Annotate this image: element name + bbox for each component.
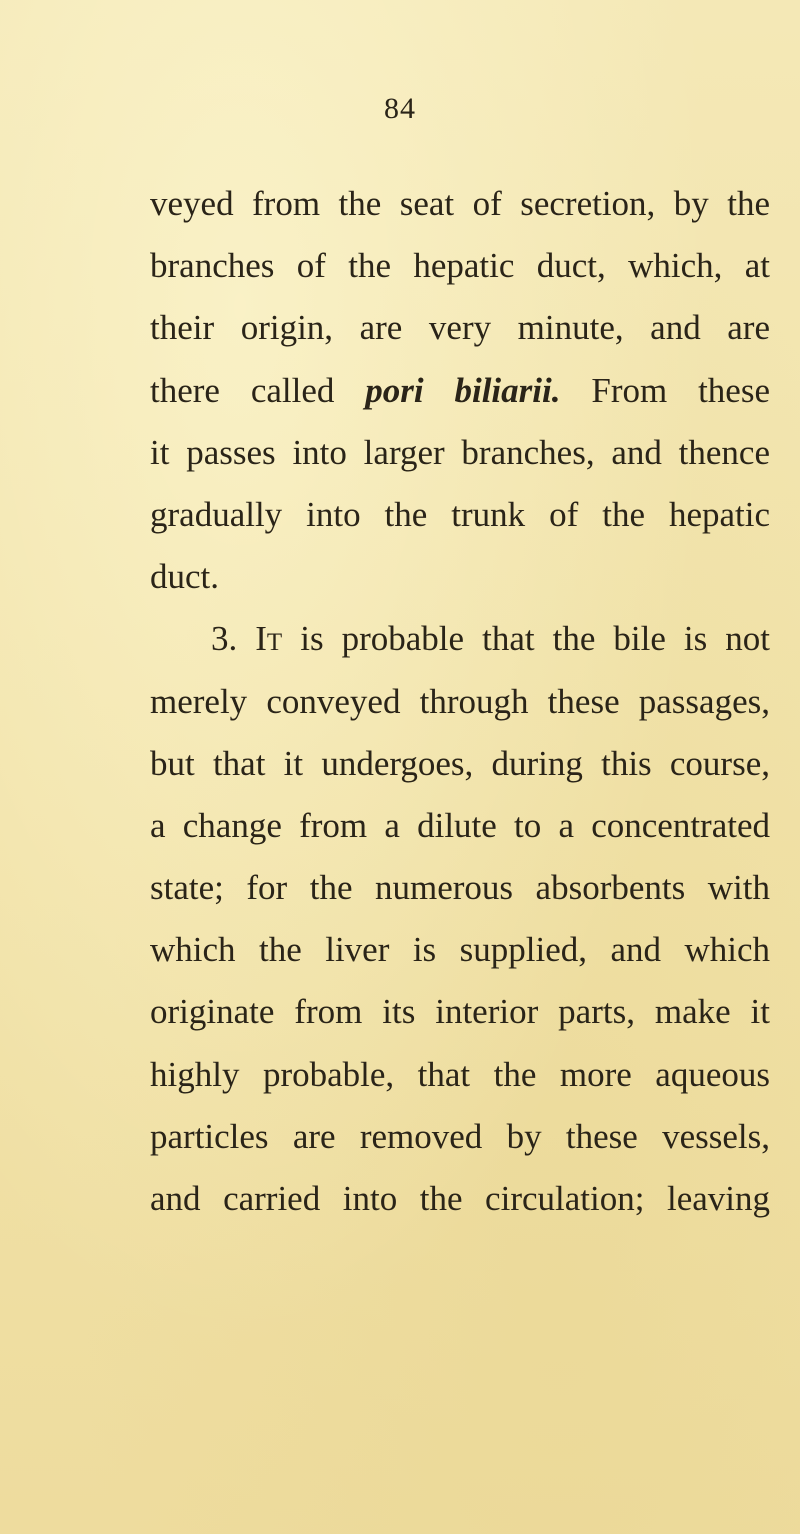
text-line: it passes into larger branches, and thence [150, 432, 770, 472]
text-run: From these [560, 370, 770, 410]
text-line: duct. [150, 557, 220, 597]
italic-term: pori biliarii. [365, 370, 561, 410]
text-line: branches of the hepatic duct, which, at [150, 246, 770, 286]
text-line: originate from its interior parts, make it [150, 992, 770, 1032]
text-line: a change from a dilute to a concentrated [150, 805, 770, 845]
body-text [150, 184, 770, 1241]
text-line: highly probable, that the more aqueous [150, 1054, 770, 1094]
text-line: their origin, are very minute, and are [150, 308, 770, 348]
paragraph-number: 3. [211, 619, 256, 659]
text-line: but that it undergoes, during this course, [150, 743, 770, 783]
text-run: there called [150, 370, 366, 410]
text-line: gradually into the trunk of the hepatic [150, 494, 770, 534]
text-line: veyed from the seat of secretion, by the [150, 184, 770, 223]
text-line: and carried into the circulation; leaving [150, 1179, 770, 1218]
text-line: merely conveyed through these passages, [150, 681, 770, 721]
paragraph-start-line [150, 619, 770, 681]
text-line [150, 371, 770, 433]
text-run: is probable that the bile is not [282, 619, 770, 659]
small-caps-word: It [255, 619, 283, 659]
text-line: which the liver is supplied, and which [150, 930, 770, 970]
page-number: 84 [384, 92, 416, 125]
text-line: particles are removed by these vessels, [150, 1116, 770, 1156]
text-line: state; for the numerous absorbents with [150, 868, 770, 908]
